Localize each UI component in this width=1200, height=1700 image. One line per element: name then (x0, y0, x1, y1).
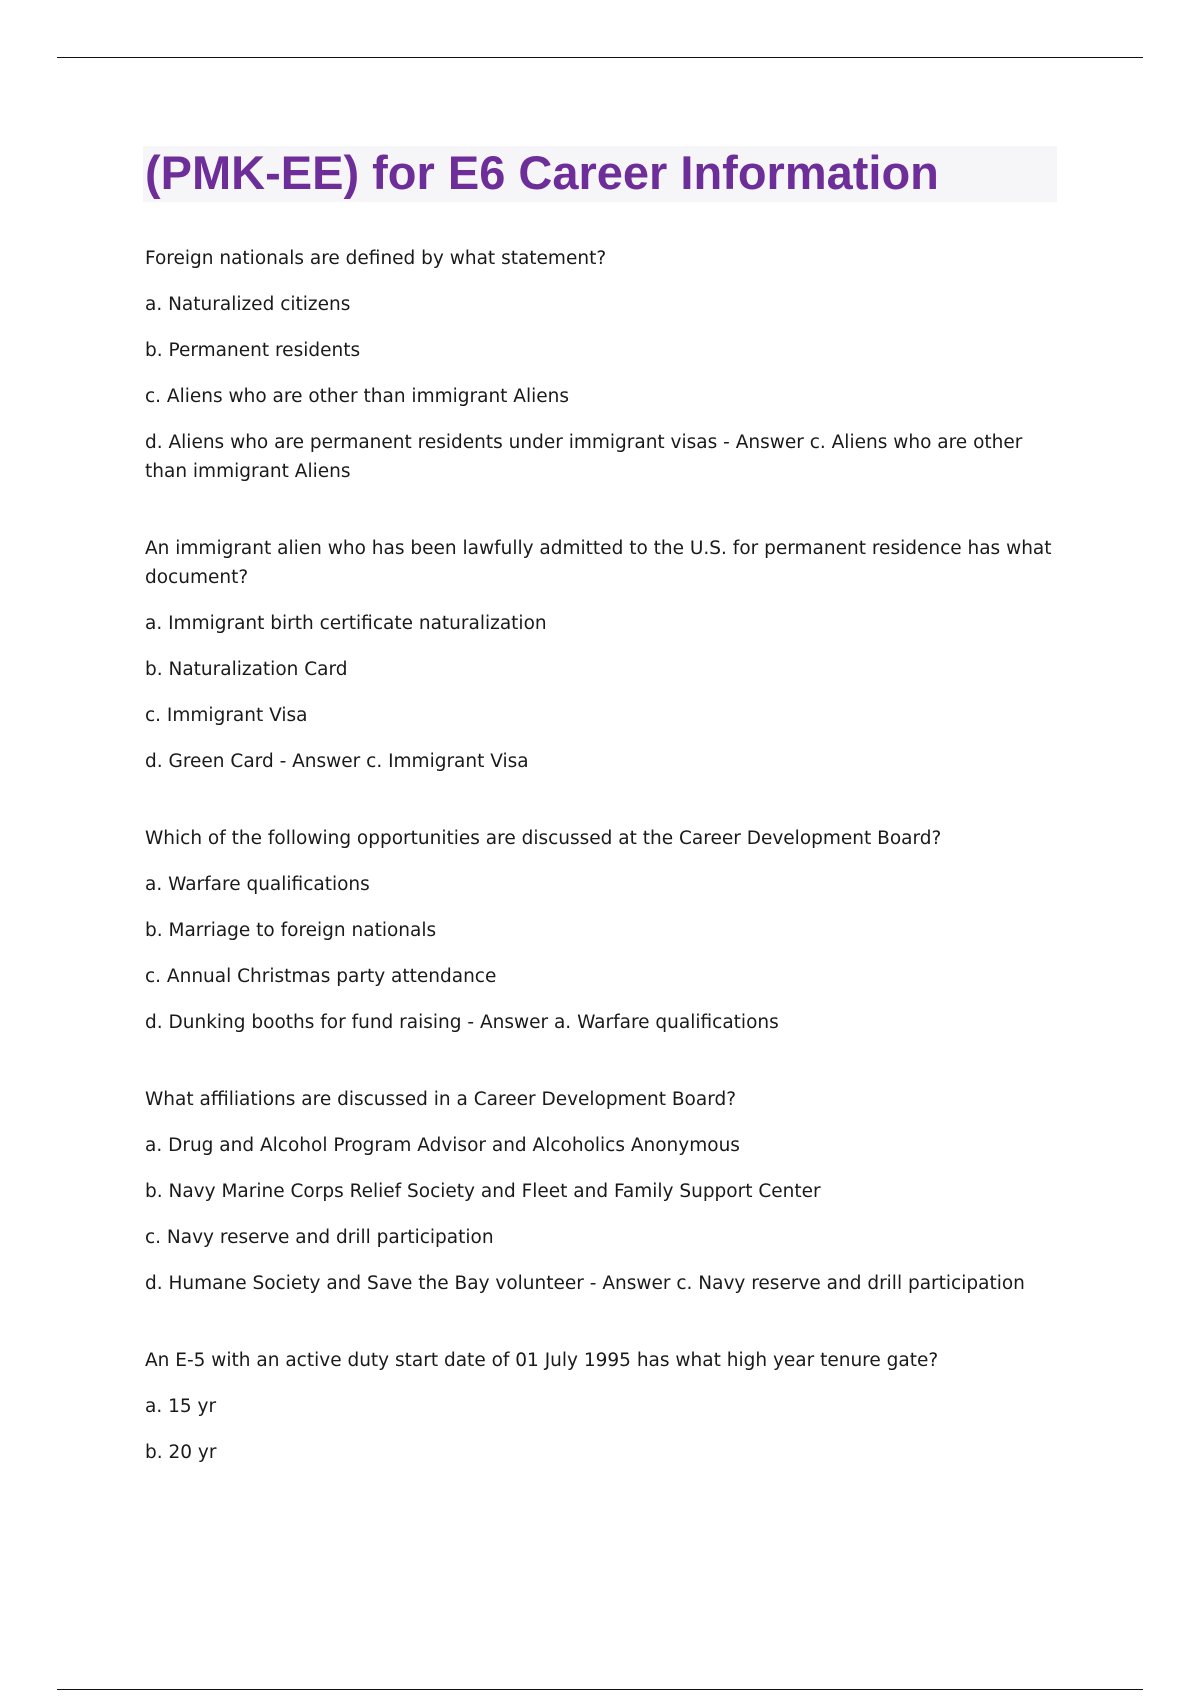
answer-option: c. Immigrant Visa (145, 705, 308, 726)
answer-option: d. Aliens who are permanent residents under immigrant visas - Answer c. Aliens who are other than immigrant Aliens (145, 432, 1023, 482)
question-prompt: What affiliations are discussed in a Career Development Board? (145, 1089, 737, 1110)
answer-option: b. Navy Marine Corps Relief Society and Fleet and Family Support Center (145, 1181, 821, 1202)
answer-option: a. Naturalized citizens (145, 294, 351, 315)
answer-option: c. Aliens who are other than immigrant Aliens (145, 386, 569, 407)
question-prompt: An E-5 with an active duty start date of 01 July 1995 has what high year tenure gate? (145, 1350, 939, 1371)
document-title: (PMK-EE) for E6 Career Information (145, 146, 939, 199)
question-block (145, 244, 1057, 486)
answer-option: a. Warfare qualifications (145, 874, 370, 895)
question-block (145, 1346, 1057, 1467)
answer-option: c. Navy reserve and drill participation (145, 1227, 494, 1248)
answer-option: a. Immigrant birth certificate naturalization (145, 613, 547, 634)
question-block (145, 534, 1057, 776)
answer-option: d. Green Card - Answer c. Immigrant Visa (145, 751, 529, 772)
answer-option: b. Permanent residents (145, 340, 361, 361)
question-block (145, 824, 1057, 1037)
answer-option: a. 15 yr (145, 1396, 217, 1417)
answer-option: b. Marriage to foreign nationals (145, 920, 437, 941)
answer-option: d. Humane Society and Save the Bay volunteer - Answer c. Navy reserve and drill participation (145, 1273, 1025, 1294)
question-prompt: Which of the following opportunities are discussed at the Career Development Board? (145, 828, 942, 849)
bottom-rule (57, 1689, 1143, 1690)
answer-option: d. Dunking booths for fund raising - Answer a. Warfare qualifications (145, 1012, 779, 1033)
answer-option: c. Annual Christmas party attendance (145, 966, 497, 987)
top-rule (57, 57, 1143, 58)
question-block (145, 1085, 1057, 1298)
question-list (145, 244, 1057, 1515)
question-prompt: Foreign nationals are defined by what statement? (145, 248, 607, 269)
answer-option: a. Drug and Alcohol Program Advisor and Alcoholics Anonymous (145, 1135, 740, 1156)
question-prompt: An immigrant alien who has been lawfully admitted to the U.S. for permanent residence has what document? (145, 538, 1052, 588)
answer-option: b. 20 yr (145, 1442, 217, 1463)
answer-option: b. Naturalization Card (145, 659, 348, 680)
